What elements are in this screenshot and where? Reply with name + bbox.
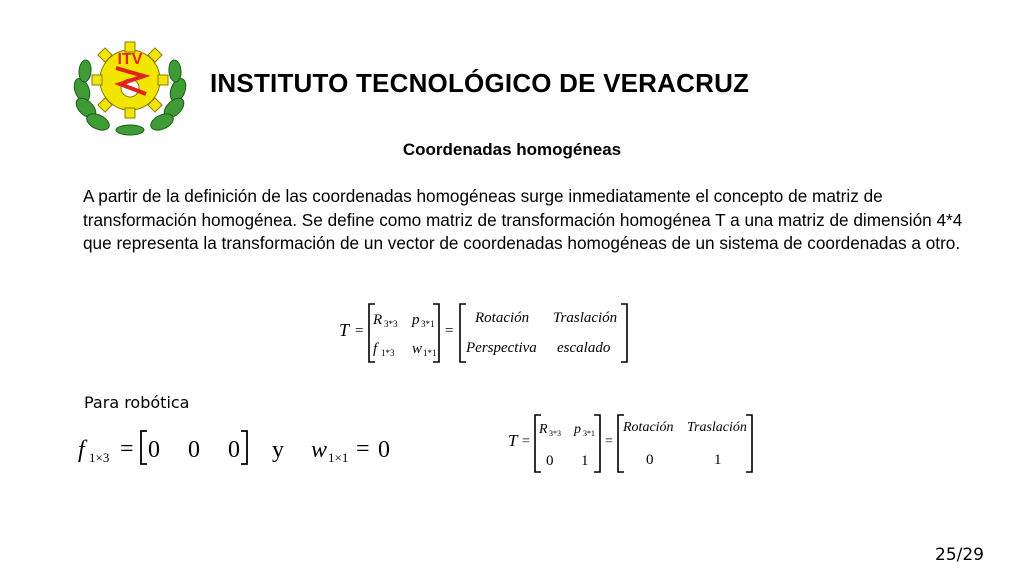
svg-text:=: =: [445, 323, 454, 339]
svg-text:1: 1: [714, 452, 722, 468]
svg-text:Perspectiva: Perspectiva: [466, 340, 537, 356]
svg-text:3*1: 3*1: [583, 429, 595, 438]
body-paragraph: A partir de la definición de las coordenadas homogéneas surge inmediatamente el concepto de matriz de transformación homogénea. Se define como matriz de transformación homogénea T a una matriz de dimensión 4*4 que representa la transformación de un vector de coordenadas homogéneas de un sistema de coordenadas a otro.: [83, 186, 963, 253]
svg-text:Rotación: Rotación: [623, 420, 674, 435]
robotics-label: Para robótica: [84, 393, 190, 412]
svg-text:R: R: [539, 422, 548, 437]
equation-robotics-matrix: [506, 410, 758, 476]
institute-title: INSTITUTO TECNOLÓGICO DE VERACRUZ: [210, 68, 750, 98]
svg-text:0: 0: [546, 453, 554, 469]
svg-text:0: 0: [378, 437, 390, 463]
svg-text:p: p: [574, 422, 581, 437]
svg-text:escalado: escalado: [557, 340, 611, 356]
svg-text:=: =: [355, 323, 364, 339]
svg-text:p: p: [412, 312, 420, 328]
svg-text:1*1: 1*1: [423, 348, 437, 358]
section-title: Coordenadas homogéneas: [402, 140, 622, 159]
svg-text:0: 0: [646, 452, 654, 468]
itv-logo: [68, 38, 192, 136]
svg-text:=: =: [605, 434, 613, 449]
svg-text:=: =: [522, 434, 530, 449]
svg-text:w: w: [412, 341, 423, 357]
svg-text:R: R: [373, 312, 383, 328]
svg-text:0: 0: [228, 437, 240, 463]
svg-text:3*3: 3*3: [384, 319, 398, 329]
svg-text:y: y: [272, 437, 284, 463]
svg-text:0: 0: [188, 437, 200, 463]
svg-text:T: T: [508, 431, 518, 450]
page-number: 25/29: [935, 545, 984, 565]
svg-text:Traslación: Traslación: [553, 310, 618, 326]
svg-text:=: =: [120, 436, 134, 462]
svg-text:f: f: [78, 437, 85, 463]
svg-text:Traslación: Traslación: [687, 420, 747, 435]
svg-text:ITV: ITV: [117, 51, 143, 68]
svg-text:f: f: [373, 341, 378, 357]
svg-text:0: 0: [148, 437, 160, 463]
svg-text:1*3: 1*3: [381, 348, 395, 358]
svg-text:3*3: 3*3: [549, 429, 561, 438]
svg-text:1: 1: [581, 453, 589, 469]
svg-text:Rotación: Rotación: [475, 310, 530, 326]
equation-homogeneous-matrix: [335, 300, 635, 366]
svg-text:1×3: 1×3: [89, 450, 110, 465]
equation-robotics-values: [74, 424, 404, 472]
svg-text:1×1: 1×1: [328, 450, 349, 465]
eq1-lhs: T: [339, 320, 350, 340]
svg-text:w: w: [311, 437, 328, 463]
svg-text:3*1: 3*1: [421, 319, 435, 329]
svg-text:=: =: [356, 436, 370, 462]
